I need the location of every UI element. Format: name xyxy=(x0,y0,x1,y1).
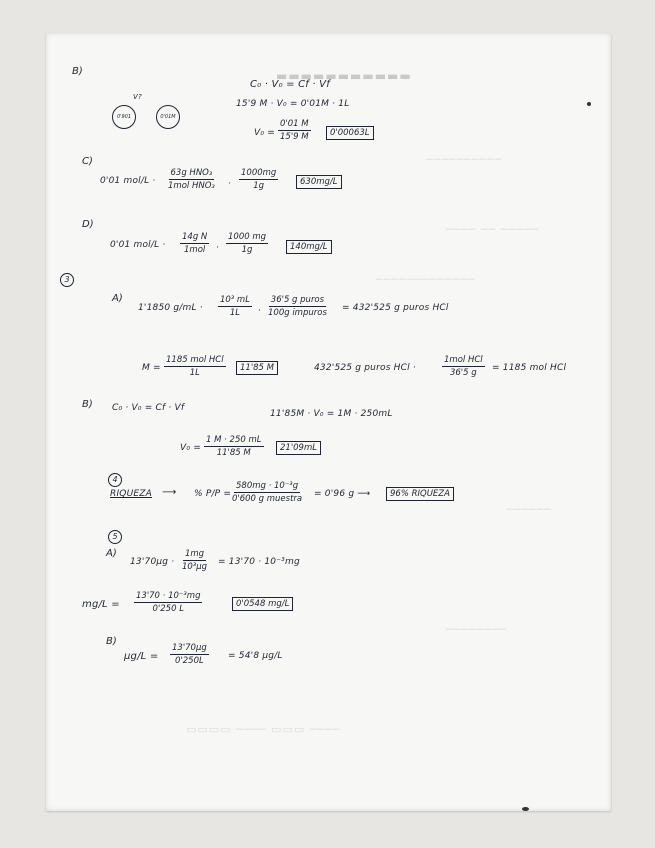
p5-mgl-lhs: mg/L = xyxy=(82,599,120,610)
problem-4-number: 4 xyxy=(108,473,122,487)
problem-5-number: 5 xyxy=(108,530,122,544)
v0-lhs: V₀ = xyxy=(254,128,275,138)
pp-fraction: 580mg · 10⁻³g 0'600 g muestra xyxy=(232,481,303,504)
pp-value: = 0'96 g ⟶ xyxy=(314,489,371,499)
bleed-through-mark: ▭▭▭▭ ──── ▭▭▭ ──── xyxy=(186,723,341,736)
v0-denominator: 15'9 M xyxy=(280,132,309,142)
section-c-label: C) xyxy=(82,156,93,167)
bleed-through-mark: ────────── xyxy=(426,153,503,166)
p3b-v0-fraction: $\frac{1 M \cdot 250 mL}{11'85 M}$ xyxy=(206,435,262,458)
p3-conversion-result: = 1185 mol HCl xyxy=(492,363,567,373)
riqueza-arrow: ⟶ xyxy=(162,487,177,498)
d-fraction-molar-mass: 14g N 1mol xyxy=(182,232,208,255)
c-fraction-molar-mass: 63g HNO₃ 1mol HNO₃ xyxy=(168,168,215,191)
riqueza-label: RIQUEZA xyxy=(110,489,152,499)
problem-5a-label: A) xyxy=(106,548,117,559)
p5b-result: = 54'8 µg/L xyxy=(228,651,283,661)
d-fraction-mg: $\frac{1000 mg}{1g}$ xyxy=(228,232,267,255)
section-d-label: D) xyxy=(82,219,94,230)
d-result-box: 140mg/L xyxy=(286,240,332,254)
c-result-box: 630mg/L xyxy=(296,175,342,189)
v0-numerator: 0'01 M xyxy=(280,119,309,129)
bleed-through-mark: ──────── xyxy=(446,623,507,636)
flask-diluted: 0'01M xyxy=(156,105,180,129)
p5b-fraction: 13'70µg 0'250L xyxy=(172,643,207,666)
p5-mgl-result-box: 0'0548 mg/L xyxy=(232,597,293,611)
p3a-fraction-volume: $\frac{\text{10³ mL}}{1L}$ xyxy=(220,295,250,318)
section-b-label: B) xyxy=(72,66,83,77)
ink-dot xyxy=(522,807,529,811)
p5a-result: = 13'70 · 10⁻³mg xyxy=(218,557,300,567)
p3b-v0-lhs: V₀ = xyxy=(180,443,201,453)
c-lhs: 0'01 mol/L · xyxy=(100,176,156,186)
p3a-lhs: 1'1850 g/mL · xyxy=(138,303,203,313)
bleed-through-mark: ───────────── xyxy=(376,273,476,286)
bleed-through-mark: ──── ── ───── xyxy=(446,223,539,236)
v0-fraction xyxy=(278,119,311,142)
p5a-lhs: 13'70µg · xyxy=(130,557,175,567)
riqueza-result-box: 96% RIQUEZA xyxy=(386,487,454,501)
bleed-through-mark: ▬▬▬▬▬▬▬▬▬▬▬ xyxy=(276,69,412,83)
p3-conversion-lhs: 432'525 g puros HCl · xyxy=(314,363,416,373)
equation-dilution: C₀ · V₀ = Cf · Vf xyxy=(250,79,330,90)
c-fraction-mg: $\frac{1000mg}{1g}$ xyxy=(241,168,277,191)
p3-molarity-lhs: M = xyxy=(142,363,161,373)
p3b-substitution: 11'85M · V₀ = 1M · 250mL xyxy=(270,409,393,419)
d-lhs: 0'01 mol/L · xyxy=(110,240,166,250)
equation-substitution: 15'9 M · V₀ = 0'01M · 1L xyxy=(236,99,350,109)
p3-molarity-result-box: 11'85 M xyxy=(236,361,278,375)
v0-result-box: 0'00063L xyxy=(326,126,374,140)
notebook-page xyxy=(46,33,611,811)
p3a-dot: · xyxy=(258,306,262,316)
c-dot: · xyxy=(228,179,232,189)
problem-3b-label: B) xyxy=(82,399,93,410)
pp-lhs: % P/P = xyxy=(194,489,232,499)
p3a-fraction-purity: 36'5 g puros 100g impuros xyxy=(268,295,327,318)
flask-stock: 0'901 xyxy=(112,105,136,129)
d-dot: · xyxy=(216,243,220,253)
bleed-through-mark: ────── xyxy=(506,503,552,516)
ink-dot xyxy=(587,102,591,106)
p5b-lhs: µg/L = xyxy=(124,651,159,662)
p3b-v0-result-box: 21'09mL xyxy=(276,441,321,455)
problem-3a-label: A) xyxy=(112,293,123,304)
p3b-dilution: C₀ · V₀ = Cf · Vf xyxy=(112,403,185,413)
problem-3-number: 3 xyxy=(60,273,74,287)
p3a-result: = 432'525 g puros HCl xyxy=(342,303,449,313)
p5-mgl-fraction: $\frac{\text{13'70 · 10⁻³mg}}{0'250 L}$ xyxy=(136,591,201,614)
problem-5b-label: B) xyxy=(106,636,117,647)
p5a-fraction: 1mg 10³µg xyxy=(182,549,208,572)
p3-molarity-fraction: 1185 mol HCl 1L xyxy=(166,355,224,378)
flask-volume-label: V? xyxy=(133,93,142,101)
p3-conversion-fraction: 1mol HCl 36'5 g xyxy=(444,355,483,378)
